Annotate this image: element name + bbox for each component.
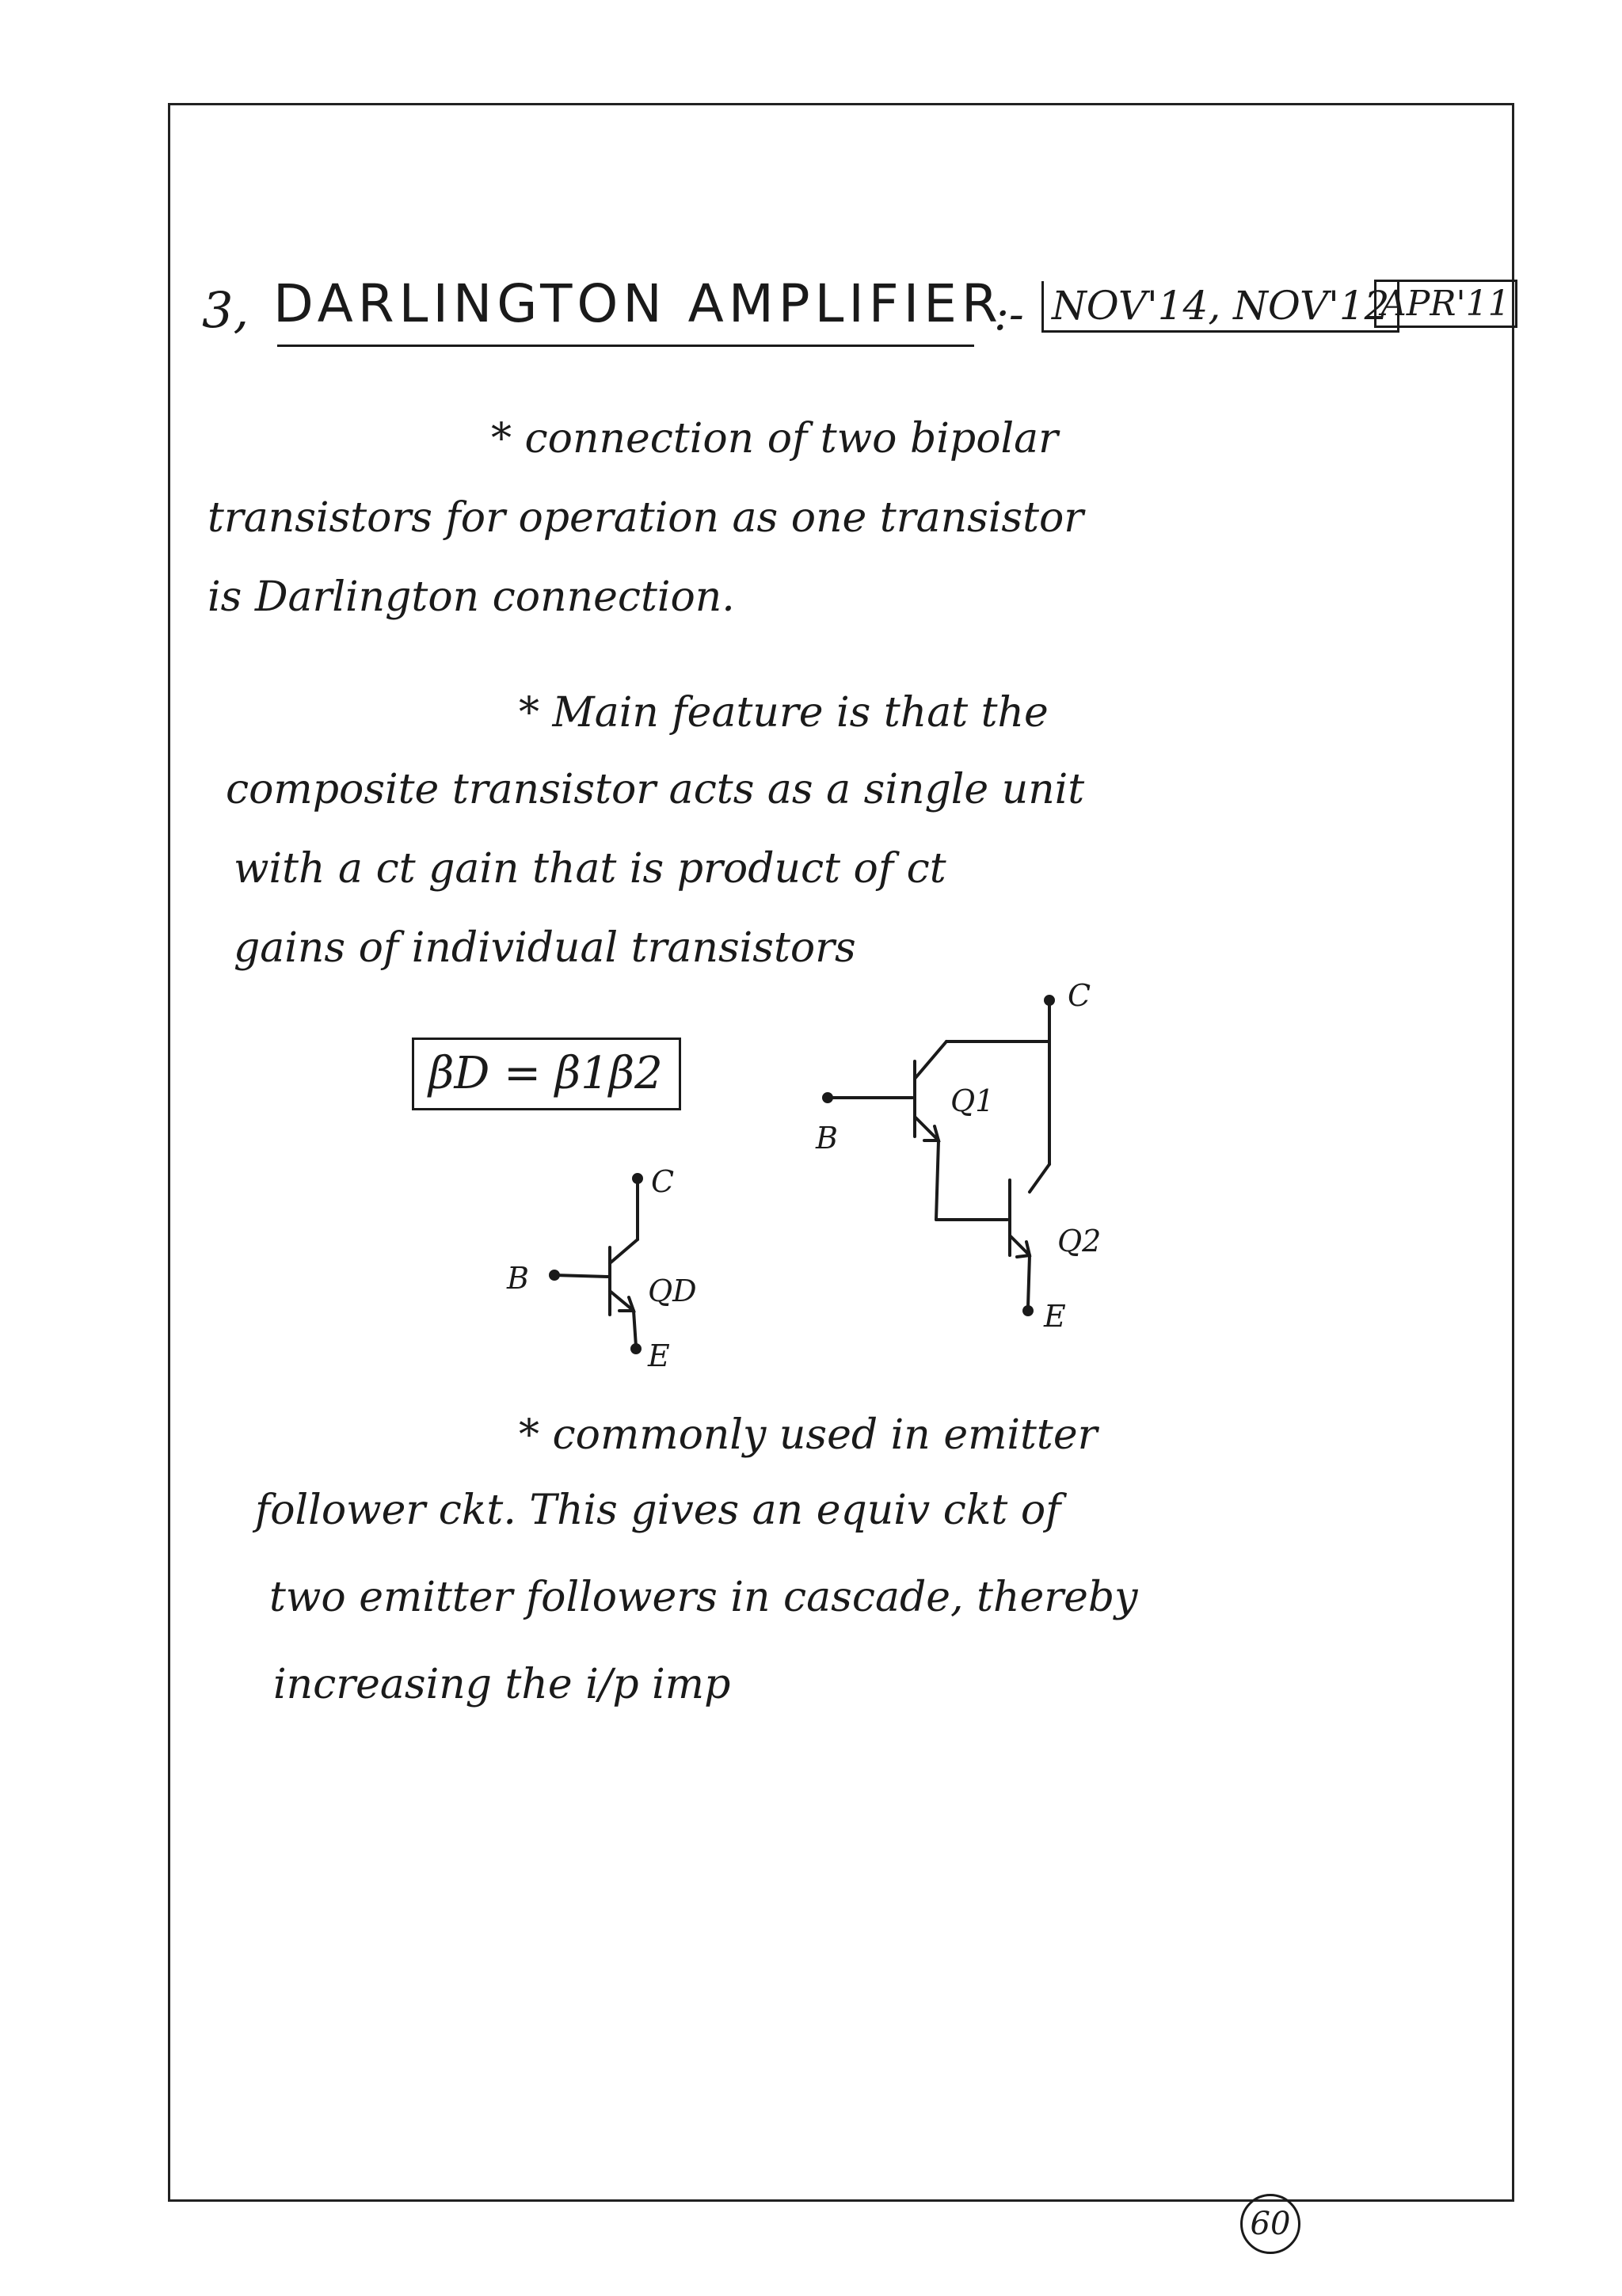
darlington-pair [824,996,1053,1315]
base-label: B [507,1261,529,1296]
darlington-gain-formula: βD = β1β2 [428,1048,663,1099]
collector-label: C [651,1164,675,1199]
section-title: DARLINGTON AMPLIFIER [273,273,1003,334]
transistor-q2-label: Q2 [1057,1224,1102,1258]
exam-reference-april: APR'11 [1374,280,1517,328]
paragraph-line: is Darlington connection. [208,573,735,621]
paragraph-line: * connection of two bipolar [491,415,1059,463]
transistor-q1-label: Q1 [950,1083,995,1118]
darlington-symbol [550,1175,642,1353]
title-separator: :- [994,289,1024,341]
paragraph-line: with a ct gain that is product of ct [234,845,946,893]
paragraph-line: transistors for operation as one transistor [208,494,1084,542]
base-label: B [816,1121,838,1156]
page-number-text: 60 [1250,2206,1291,2242]
section-number: 3, [202,281,249,339]
paragraph-line: increasing the i/p imp [273,1661,731,1708]
page-number [1240,2194,1300,2254]
emitter-label: E [648,1338,670,1373]
transistor-qd-label: QD [648,1274,697,1308]
exam-references: NOV'14, NOV'12 [1041,281,1399,333]
paragraph-line: composite transistor acts as a single unit [226,766,1085,813]
paragraph-line: gains of individual transistors [234,924,856,972]
emitter-label: E [1044,1299,1066,1334]
collector-label: C [1068,978,1091,1013]
paragraph-line: * Main feature is that the [519,689,1049,737]
paragraph-line: follower ckt. This gives an equiv ckt of [255,1487,1061,1534]
paragraph-line: * commonly used in emitter [519,1411,1098,1459]
paragraph-line: two emitter followers in cascade, thereby [269,1574,1138,1621]
